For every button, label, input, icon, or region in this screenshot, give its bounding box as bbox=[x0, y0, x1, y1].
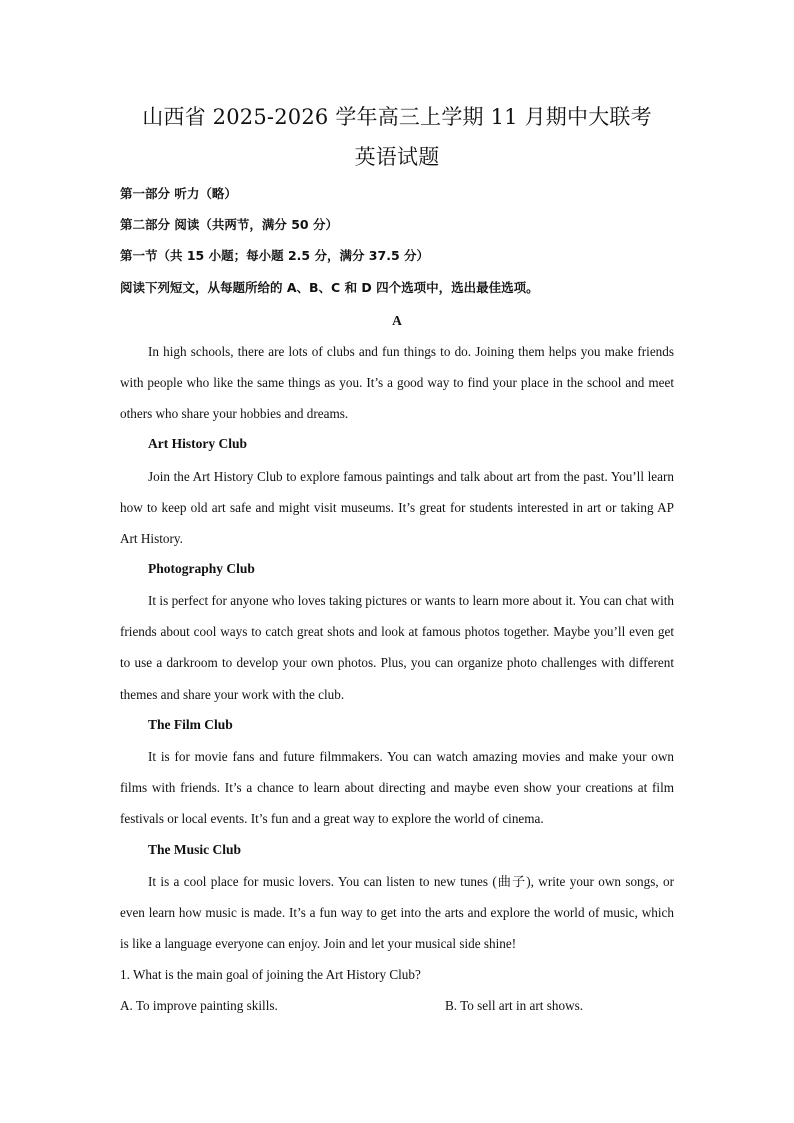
club-text-music: It is a cool place for music lovers. You can listen to new tunes (曲子), write your own songs, or even learn how music is made. It’s a fun way to get into the arts and explore the world of music, which is like a language everyone can enjoy. Join and let your musical side shine! bbox=[120, 874, 674, 952]
club-heading-art-history: Art History Club bbox=[148, 436, 247, 451]
club-heading-film: The Film Club bbox=[148, 717, 233, 732]
exam-title: 山西省 2025-2026 学年高三上学期 11 月期中大联考 bbox=[142, 105, 652, 129]
passage-intro: In high schools, there are lots of clubs and fun things to do. Joining them helps you make friends with people who like the same things as you. It’s a good way to find your place in the school and meet others who share your hobbies and dreams. bbox=[120, 344, 674, 422]
club-text-film: It is for movie fans and future filmmakers. You can watch amazing movies and make your own films with friends. It’s a chance to learn about directing and maybe even show your creations at film festivals or local events. It’s fun and a great way to explore the world of cinema. bbox=[120, 749, 674, 827]
exam-subtitle: 英语试题 bbox=[354, 145, 440, 169]
part1-heading: 第一部分 听力（略） bbox=[120, 186, 237, 201]
question-1-option-a: A. To improve painting skills. bbox=[120, 998, 278, 1013]
question-1-option-b: B. To sell art in art shows. bbox=[445, 998, 584, 1013]
club-heading-photography: Photography Club bbox=[148, 561, 255, 576]
question-1-stem: 1. What is the main goal of joining the Art History Club? bbox=[120, 967, 421, 982]
passage-label: A bbox=[392, 313, 402, 328]
part2-heading: 第二部分 阅读（共两节，满分 50 分） bbox=[120, 217, 338, 232]
club-text-photography: It is perfect for anyone who loves taking pictures or wants to learn more about it. You can chat with friends about cool ways to catch great shots and look at famous photos together. Maybe you’ll even get to use a darkroom to develop your own photos. Plus, you can organize photo challenges with different themes and share your work with the club. bbox=[120, 593, 674, 702]
club-heading-music: The Music Club bbox=[148, 842, 242, 857]
section1-heading: 第一节（共 15 小题；每小题 2.5 分，满分 37.5 分） bbox=[120, 248, 429, 263]
instruction-text: 阅读下列短文，从每题所给的 A、B、C 和 D 四个选项中，选出最佳选项。 bbox=[120, 280, 539, 295]
club-text-art-history: Join the Art History Club to explore famous paintings and talk about art from the past. You’ll learn how to keep old art safe and might visit museums. It’s great for students interested in art or taking AP Art History. bbox=[120, 469, 674, 547]
